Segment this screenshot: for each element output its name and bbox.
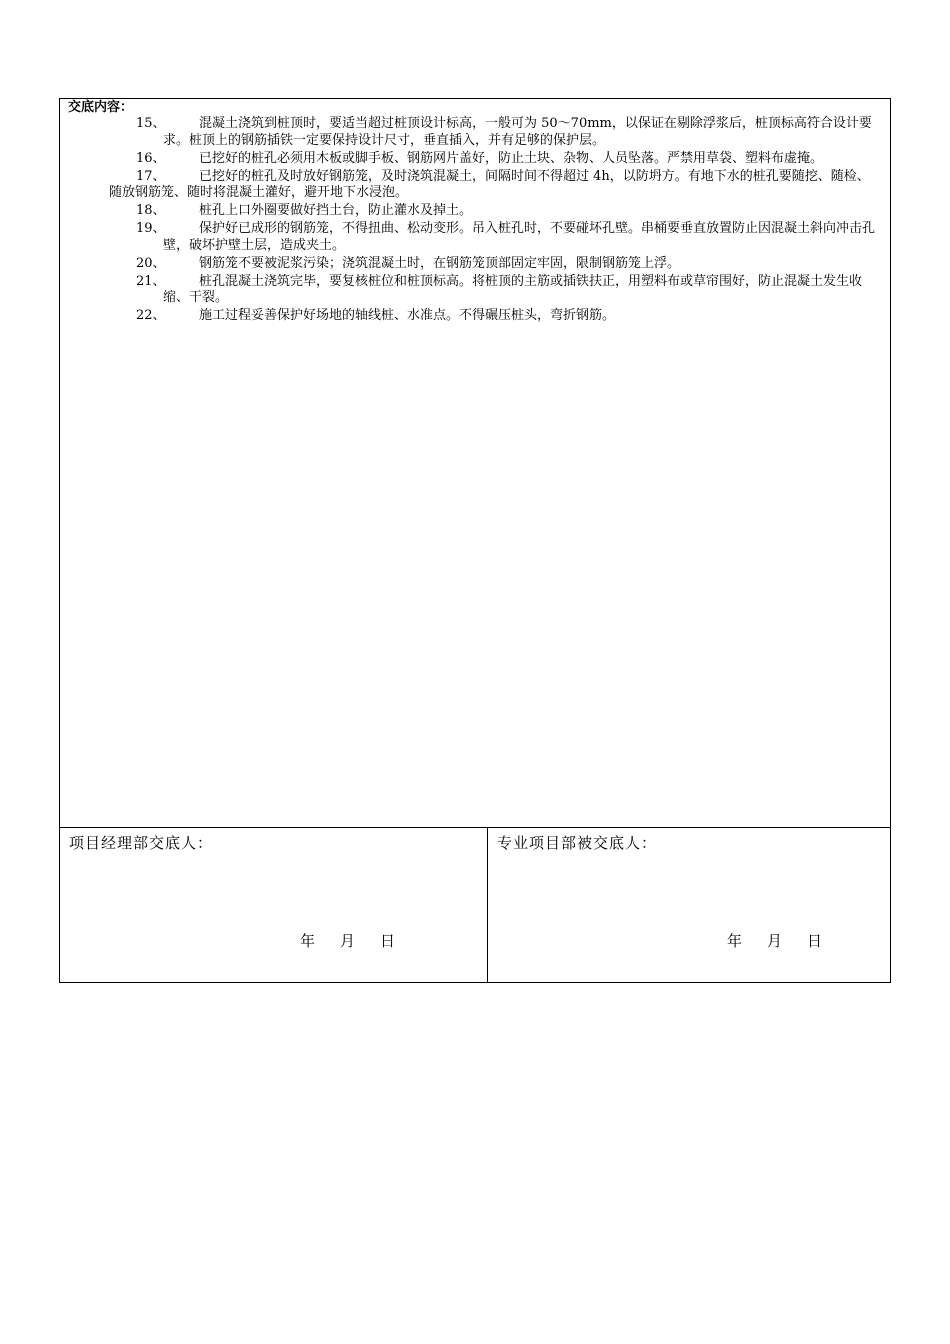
date-year: 年 xyxy=(727,932,743,950)
item-number: 18、 xyxy=(136,203,166,218)
discloser-label: 项目经理部交底人： xyxy=(69,834,214,852)
disclosure-form xyxy=(59,98,891,983)
list-item xyxy=(60,274,890,307)
date-day: 日 xyxy=(380,932,396,950)
item-text: 桩孔上口外圈要做好挡土台，防止灌水及掉土。 xyxy=(199,203,473,218)
item-text: 已挖好的桩孔必须用木板或脚手板、钢筋网片盖好，防止土块、杂物、人员坠落。严禁用草袋、塑料布虚掩。 xyxy=(199,150,824,166)
list-item xyxy=(60,116,890,149)
recipient-label: 专业项目部被交底人： xyxy=(497,834,658,852)
recipient-signature-cell xyxy=(488,828,890,982)
discloser-signature-cell xyxy=(60,828,488,982)
date-year: 年 xyxy=(300,932,316,950)
item-number: 16、 xyxy=(136,150,166,166)
content-heading: 交底内容： xyxy=(68,100,134,115)
list-item xyxy=(60,203,890,220)
list-item xyxy=(60,256,890,273)
list-item xyxy=(60,151,890,168)
item-number: 17、 xyxy=(136,168,166,184)
item-number: 22、 xyxy=(136,308,166,323)
date-day: 日 xyxy=(807,932,823,950)
discloser-date xyxy=(300,931,395,951)
recipient-date xyxy=(727,931,822,951)
item-text: 保护好已成形的钢筋笼，不得扭曲、松动变形。吊入桩孔时，不要碰坏孔壁。串桶要垂直放置防止因混凝土斜向冲击孔壁，破坏护壁土层，造成夹土。 xyxy=(163,221,876,253)
content-cell xyxy=(60,99,890,828)
item-text: 已挖好的桩孔及时放好钢筋笼，及时浇筑混凝土，间隔时间不得超过 4h，以防坍方。有地下水的桩孔要随挖、随检、随放钢筋笼、随时将混凝土灌好，避开地下水浸泡。 xyxy=(109,168,870,200)
list-item xyxy=(60,169,890,202)
item-number: 21、 xyxy=(136,273,166,289)
item-text: 混凝土浇筑到桩顶时，要适当超过桩顶设计标高，一般可为 50～70mm，以保证在剔除浮浆后，桩顶标高符合设计要求。桩顶上的钢筋插铁一定要保持设计尺寸，垂直插入，并有足够的保护层。 xyxy=(163,116,872,148)
item-text: 钢筋笼不要被泥浆污染；浇筑混凝土时，在钢筋笼顶部固定牢固，限制钢筋笼上浮。 xyxy=(199,255,681,271)
item-text: 桩孔混凝土浇筑完毕，要复核桩位和桩顶标高。将桩顶的主筋或插铁扶正，用塑料布或草帘围好，防止混凝土发生收缩、干裂。 xyxy=(163,273,863,305)
item-number: 19、 xyxy=(136,221,166,236)
item-number: 15、 xyxy=(136,116,166,131)
item-number: 20、 xyxy=(136,255,166,271)
item-text: 施工过程妥善保护好场地的轴线桩、水准点。不得碾压桩头，弯折钢筋。 xyxy=(199,308,616,323)
date-month: 月 xyxy=(767,932,783,950)
date-month: 月 xyxy=(340,932,356,950)
list-item xyxy=(60,308,890,325)
list-item xyxy=(60,221,890,254)
item-list xyxy=(60,116,890,326)
